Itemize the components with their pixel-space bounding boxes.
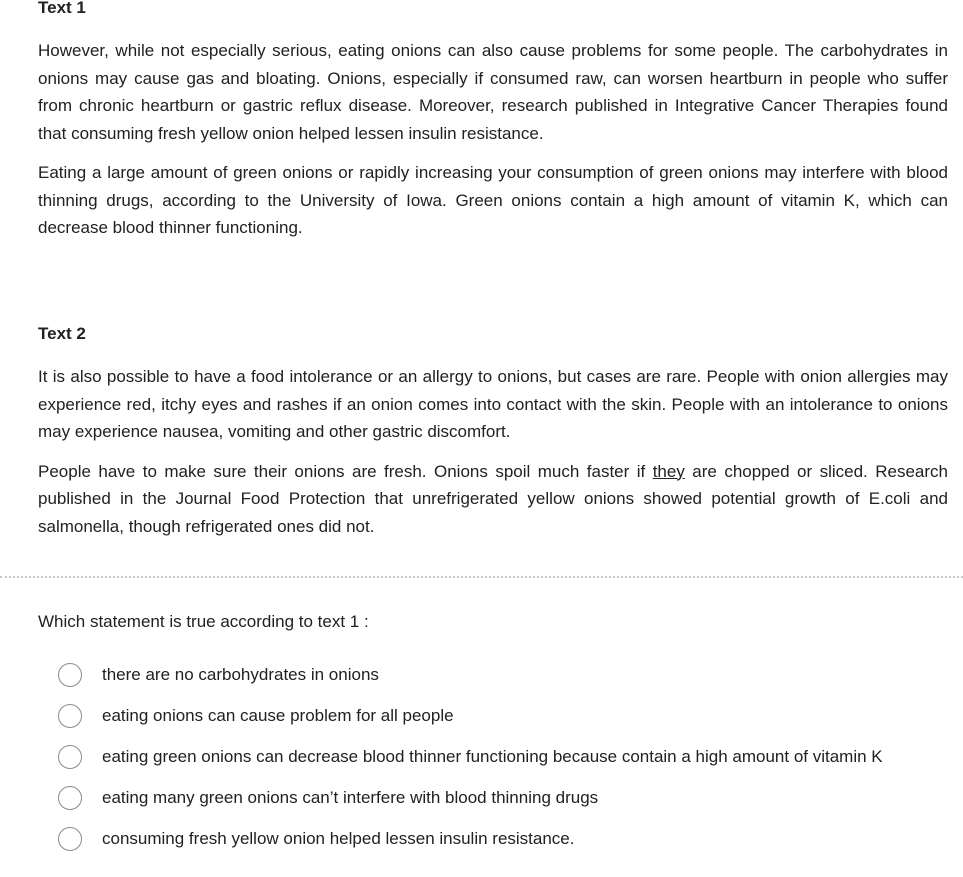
option-label: eating green onions can decrease blood thinner functioning because contain a high amount of vitamin K: [102, 747, 883, 766]
passage-text-2: [38, 324, 948, 540]
answer-option[interactable]: [58, 661, 938, 688]
section-divider: [0, 576, 963, 578]
passage-title: Text 1: [38, 0, 86, 17]
passage-text-1: [38, 0, 948, 242]
radio-button[interactable]: [58, 745, 82, 769]
option-label: eating many green onions can’t interfere with blood thinning drugs: [102, 788, 599, 807]
option-label: consuming fresh yellow onion helped lessen insulin resistance.: [102, 829, 575, 848]
passage-paragraph: [38, 458, 948, 541]
passage-paragraph: It is also possible to have a food intolerance or an allergy to onions, but cases are rare. People with onion allergies may experience red, itchy eyes and rashes if an onion comes into contact with the skin. People with an intolerance to onions may experience nausea, vomiting and other gastric discomfort.: [38, 367, 948, 441]
passage-paragraph: However, while not especially serious, eating onions can also cause problems for some people. The carbohydrates in onions may cause gas and bloating. Onions, especially if consumed raw, can worsen heartburn in people who suffer from chronic heartburn or gastric reflux disease. Moreover, research published in Integrative Cancer Therapies found that consuming fresh yellow onion helped lessen insulin resistance.: [38, 41, 948, 143]
underlined-word: they: [652, 461, 685, 481]
answer-options: [58, 661, 938, 866]
paragraph-text: are chopped or sliced. Research published in the Journal Food Protection that unrefrigerated yellow onions showed potential growth of E.coli and salmonella, though refrigerated ones did not.: [38, 461, 948, 536]
answer-option[interactable]: [58, 702, 938, 729]
passage-title: Text 2: [38, 324, 86, 343]
radio-button[interactable]: [58, 786, 82, 810]
option-label: there are no carbohydrates in onions: [102, 665, 379, 684]
answer-option[interactable]: [58, 743, 938, 770]
question-prompt: Which statement is true according to text 1 :: [38, 612, 369, 631]
answer-option[interactable]: [58, 784, 938, 811]
option-label: eating onions can cause problem for all people: [102, 706, 454, 725]
paragraph-text: People have to make sure their onions are fresh. Onions spoil much faster if: [38, 461, 653, 481]
radio-button[interactable]: [58, 827, 82, 851]
radio-button[interactable]: [58, 663, 82, 687]
answer-option[interactable]: [58, 825, 938, 852]
passage-paragraph: Eating a large amount of green onions or rapidly increasing your consumption of green onions may interfere with blood thinning drugs, according to the University of Iowa. Green onions contain a high amount of vitamin K, which can decrease blood thinner functioning.: [38, 163, 948, 237]
radio-button[interactable]: [58, 704, 82, 728]
